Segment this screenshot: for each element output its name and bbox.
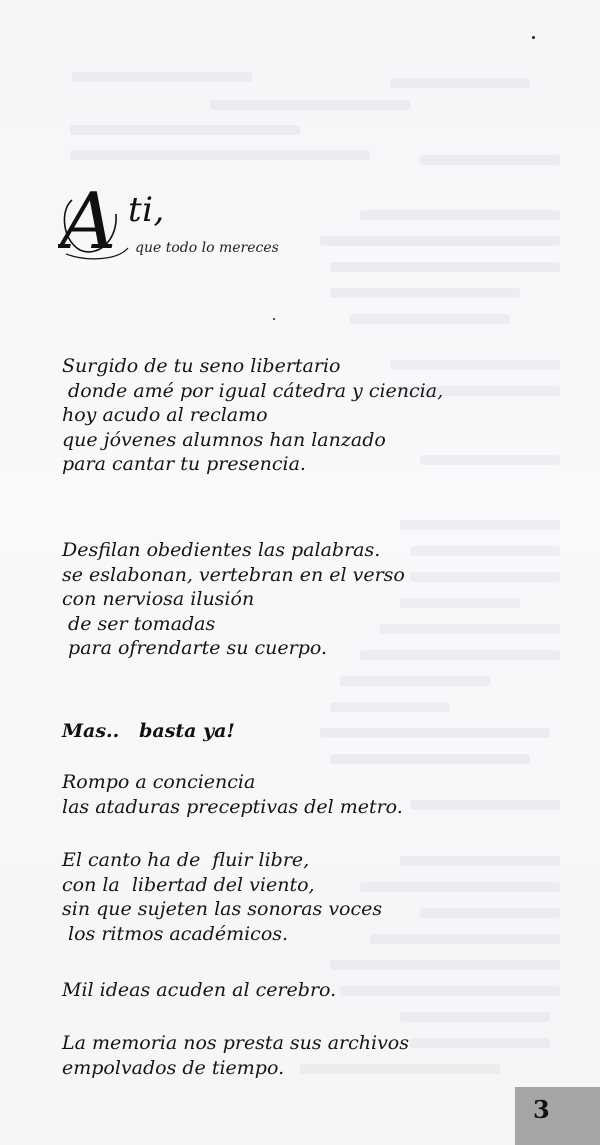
stanza-5 [62,978,336,1003]
verse-line: La memoria nos presta sus archivos [62,1032,410,1054]
verse-line: que jóvenes alumnos han lanzado [62,428,386,451]
poem-title: ti, [128,190,165,230]
verse-line: Mil ideas acuden al cerebro. [62,979,337,1001]
stanza-6 [62,1031,409,1080]
speck [273,318,275,320]
verse-line: Rompo a conciencia [62,771,256,793]
verse-line: los ritmos académicos. [62,922,289,945]
decorative-initial-letter: A [60,177,117,266]
stanza-2 [62,538,405,661]
speck [532,36,535,39]
verse-line: donde amé por igual cátedra y ciencia, [62,379,444,402]
stanza-4 [62,848,382,946]
verse-line: con la libertad del viento, [62,873,315,896]
verse-line: El canto ha de fluir libre, [62,849,310,871]
verse-line: Desfilan obedientes las palabras. [62,539,381,561]
verse-line: hoy acudo al reclamo [62,404,268,426]
poem-heading [58,170,318,270]
decorative-initial-a [58,170,130,266]
verse-line: se eslabonan, vertebran en el verso [62,563,405,586]
verse-line: con nerviosa ilusión [62,588,255,610]
verse-line: de ser tomadas [62,612,216,635]
stanza-1 [62,354,443,477]
verse-line: empolvados de tiempo. [62,1056,285,1079]
page-number-tab [515,1087,600,1145]
page-number: 3 [533,1095,550,1124]
verse-line: para ofrendarte su cuerpo. [62,637,328,659]
verse-line: las ataduras preceptivas del metro. [62,795,403,818]
poem-dedication: que todo lo mereces [135,240,279,256]
stanza-3 [62,770,403,819]
verse-line: Surgido de tu seno libertario [62,355,341,377]
verse-line: sin que sujeten las sonoras voces [62,898,383,920]
verse-line: para cantar tu presencia. [62,453,306,475]
exclamation-line: Mas.. basta ya! [62,720,235,742]
